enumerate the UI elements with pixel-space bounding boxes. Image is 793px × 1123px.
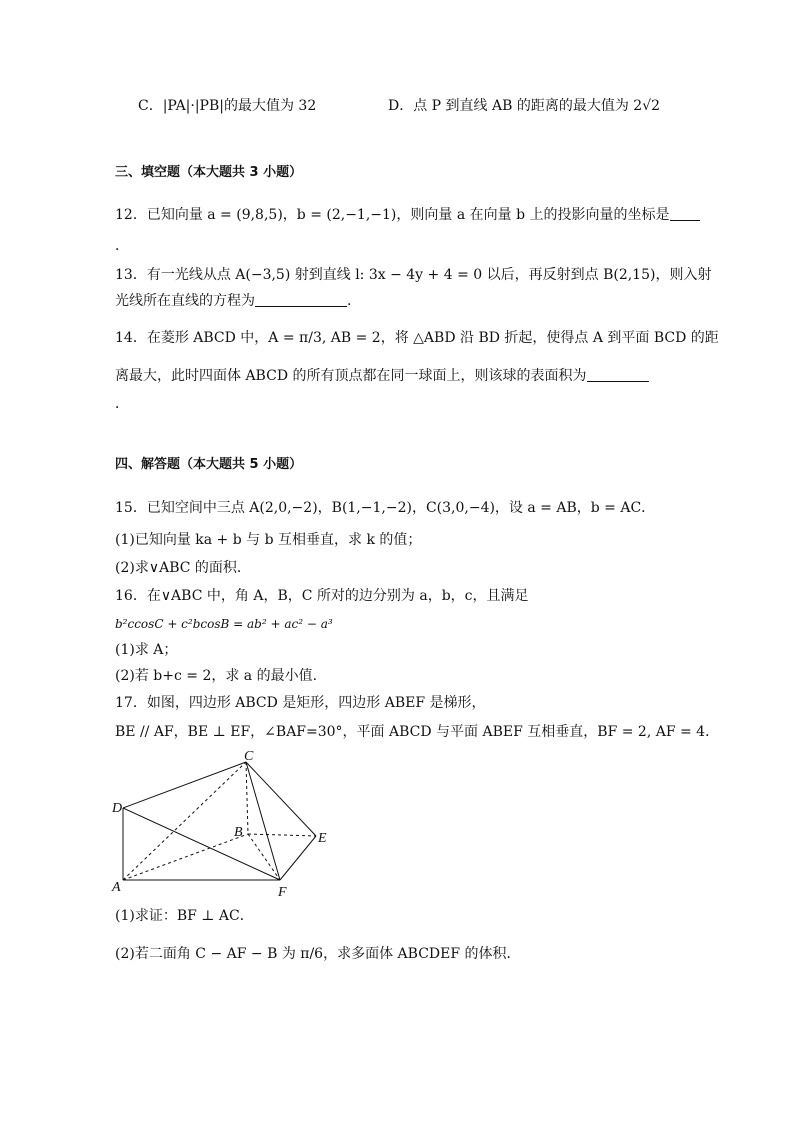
edge-cb — [246, 762, 248, 834]
q12-text: 12．已知向量 a = (9,8,5)，b = (2,−1,−1)，则向量 a 在向量 b 上的投影向量的坐标是 — [115, 207, 670, 223]
q17-line1: 17．如图，四边形 ABCD 是矩形，四边形 ABEF 是梯形， — [115, 695, 486, 711]
edge-fe — [280, 836, 316, 880]
q12-answer-blank — [670, 206, 700, 221]
q15-line1: 15．已知空间中三点 A(2,0,−2)，B(1,−1,−2)，C(3,0,−4)，设 a = AB，b = AC． — [115, 500, 656, 516]
q16-line3: (1)求 A； — [115, 642, 178, 658]
option-c: C．|PA|·|PB|的最大值为 32 — [138, 98, 317, 114]
edge-df — [123, 808, 280, 880]
option-d: D．点 P 到直线 AB 的距离的最大值为 2√2 — [388, 98, 661, 114]
label-c: C — [244, 750, 254, 764]
q13-answer-blank — [255, 292, 347, 307]
label-b: B — [234, 825, 243, 840]
q14-line1: 14．在菱形 ABCD 中，A = π/3, AB = 2，将 △ABD 沿 BD 折起，使得点 A 到平面 BCD 的距 — [115, 330, 719, 346]
q14-line3: ． — [115, 396, 129, 412]
q14-line2 — [115, 366, 649, 386]
edge-dc — [123, 762, 246, 808]
edge-be — [248, 834, 316, 836]
q14-answer-blank — [587, 367, 649, 382]
q17-line2: BE // AF，BE ⊥ EF，∠BAF=30°，平面 ABCD 与平面 ABEF 互相垂直，BF = 2, AF = 4． — [115, 724, 720, 740]
edge-ac — [123, 762, 246, 880]
q16-line2: b²ccosC + c²bcosB = ab² + ac² − a³ — [115, 617, 333, 631]
q16-line4: (2)若 b+c = 2，求 a 的最小值. — [115, 668, 318, 684]
label-a: A — [112, 880, 121, 895]
section-3-title: 三、填空题（本大题共 3 小题） — [115, 165, 303, 180]
q13-end: . — [347, 293, 352, 309]
section-4-title: 四、解答题（本大题共 5 小题） — [115, 457, 303, 472]
q17-sub2: (2)若二面角 C − AF − B 为 π/6，求多面体 ABCDEF 的体积． — [115, 946, 521, 962]
q15-line3: (2)求∨ABC 的面积． — [115, 560, 251, 576]
q13-text: 光线所在直线的方程为 — [115, 293, 255, 309]
q15-line2: (1)已知向量 ka + b 与 b 互相垂直，求 k 的值； — [115, 532, 422, 548]
q16-line1: 16．在∨ABC 中，角 A，B，C 所对的边分别为 a，b，c，且满足 — [115, 588, 529, 604]
q13-line2 — [115, 291, 351, 311]
q13-line1: 13．有一光线从点 A(−3,5) 射到直线 l: 3x − 4y + 4 = 0 以后，再反射到点 B(2,15)，则入射 — [115, 267, 712, 283]
q14-text: 离最大，此时四面体 ABCD 的所有顶点都在同一球面上，则该球的表面积为 — [115, 368, 587, 384]
q12-line2: ． — [115, 238, 129, 254]
q17-sub1: (1)求证：BF ⊥ AC． — [115, 908, 254, 924]
geometry-figure — [108, 750, 338, 900]
label-f: F — [278, 885, 287, 900]
label-e: E — [318, 831, 327, 846]
label-d: D — [112, 801, 123, 816]
q12-line1 — [115, 205, 700, 225]
